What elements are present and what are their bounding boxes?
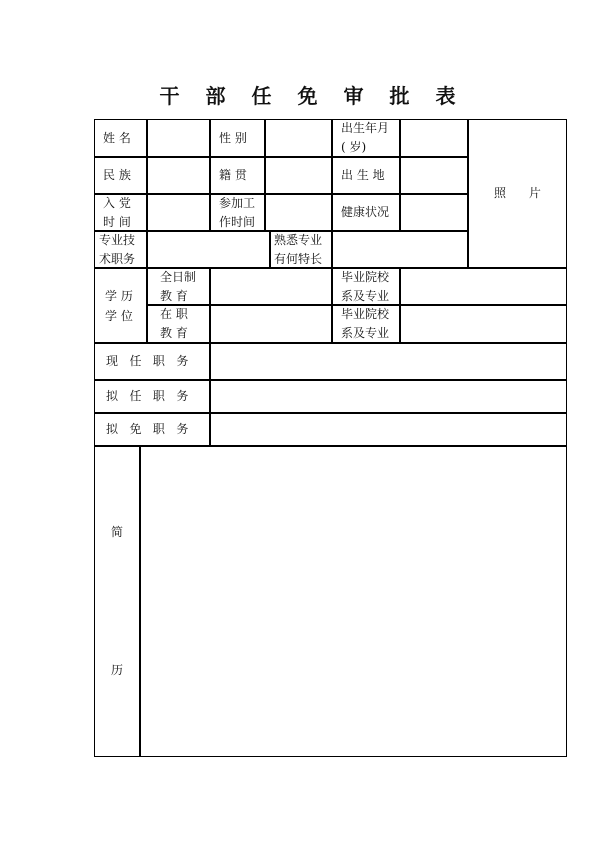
birthplace-field[interactable] — [400, 157, 468, 194]
native-place-label: 籍 贯 — [210, 157, 265, 194]
birthplace-label: 出 生 地 — [332, 157, 400, 194]
title-char: 任 — [251, 84, 272, 108]
ethnicity-field[interactable] — [147, 157, 210, 194]
work-start-date-field[interactable] — [265, 194, 332, 231]
form-title — [0, 80, 615, 109]
fulltime-education-field[interactable] — [210, 268, 332, 305]
approval-form-table — [95, 120, 568, 757]
specialty-field[interactable] — [332, 231, 468, 268]
proposed-post-field[interactable] — [210, 380, 567, 413]
native-place-field[interactable] — [265, 157, 332, 194]
fulltime-school-label: 毕业院校 系及专业 — [332, 268, 400, 305]
title-char: 部 — [205, 84, 226, 108]
fulltime-education-label: 全日制 教 育 — [147, 268, 210, 305]
inservice-school-field[interactable] — [400, 305, 567, 343]
name-field[interactable] — [147, 119, 210, 157]
title-char: 审 — [343, 84, 364, 108]
inservice-education-label: 在 职 教 育 — [147, 305, 210, 343]
title-char: 干 — [159, 84, 180, 108]
resume-field[interactable] — [140, 446, 567, 757]
specialty-label: 熟悉专业 有何特长 — [270, 231, 332, 268]
inservice-education-field[interactable] — [210, 305, 332, 343]
ethnicity-label: 民 族 — [94, 157, 147, 194]
inservice-school-label: 毕业院校 系及专业 — [332, 305, 400, 343]
education-degree-label: 学 历 学 位 — [94, 268, 147, 343]
professional-title-field[interactable] — [147, 231, 270, 268]
title-char: 表 — [435, 84, 456, 108]
gender-label: 性 别 — [210, 119, 265, 157]
proposed-removal-field[interactable] — [210, 413, 567, 446]
birth-date-field[interactable] — [400, 119, 468, 157]
title-char: 免 — [297, 84, 318, 108]
health-field[interactable] — [400, 194, 468, 231]
current-post-field[interactable] — [210, 343, 567, 380]
party-join-date-label: 入 党 时 间 — [94, 194, 147, 231]
resume-label — [94, 446, 140, 757]
party-join-date-field[interactable] — [147, 194, 210, 231]
proposed-removal-label: 拟 免 职 务 — [94, 413, 210, 446]
current-post-label: 现 任 职 务 — [94, 343, 210, 380]
gender-field[interactable] — [265, 119, 332, 157]
name-label: 姓 名 — [94, 119, 147, 157]
title-char: 批 — [389, 84, 410, 108]
resume-char: 简 — [111, 525, 124, 539]
professional-title-label: 专业技 术职务 — [94, 231, 147, 268]
photo-box[interactable]: 照 片 — [468, 119, 567, 268]
fulltime-school-field[interactable] — [400, 268, 567, 305]
birth-date-label: 出生年月 ( 岁) — [332, 119, 400, 157]
proposed-post-label: 拟 任 职 务 — [94, 380, 210, 413]
resume-char: 历 — [111, 663, 124, 677]
health-label: 健康状况 — [332, 194, 400, 231]
work-start-date-label: 参加工 作时间 — [210, 194, 265, 231]
